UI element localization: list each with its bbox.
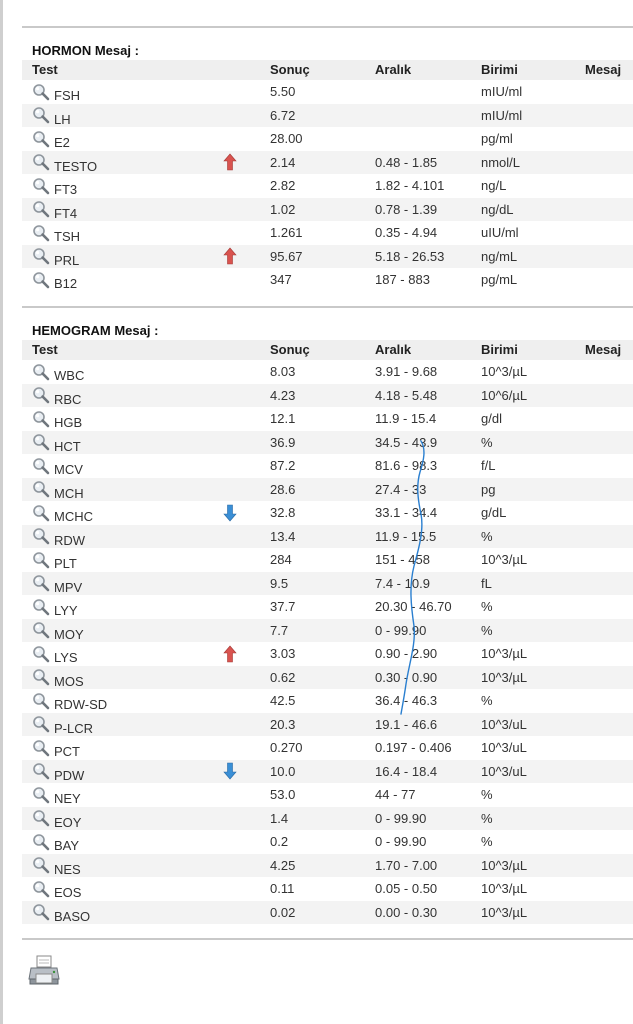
test-cell bbox=[22, 760, 223, 784]
test-name: WBC bbox=[54, 368, 85, 383]
hemogram-section bbox=[22, 322, 633, 924]
table-row bbox=[22, 901, 633, 925]
result-cell: 284 bbox=[270, 552, 292, 567]
header-flag bbox=[223, 60, 270, 80]
test-cell bbox=[22, 127, 223, 151]
test-cell bbox=[22, 221, 223, 245]
test-cell bbox=[22, 689, 223, 713]
result-cell: 12.1 bbox=[270, 411, 296, 426]
test-cell bbox=[22, 198, 223, 222]
magnifier-icon[interactable] bbox=[32, 224, 50, 242]
test-cell bbox=[22, 454, 223, 478]
table-row bbox=[22, 501, 633, 525]
test-cell bbox=[22, 548, 223, 572]
table-row bbox=[22, 877, 633, 901]
unit-cell: ng/L bbox=[481, 178, 507, 193]
magnifier-icon[interactable] bbox=[32, 903, 50, 921]
range-cell: 0.35 - 4.94 bbox=[375, 225, 438, 240]
header-unit: Birimi bbox=[481, 342, 518, 357]
result-cell: 28.00 bbox=[270, 131, 303, 146]
test-cell bbox=[22, 104, 223, 128]
range-cell: 19.1 - 46.6 bbox=[375, 716, 438, 732]
up-arrow-icon bbox=[223, 153, 237, 171]
range-cell: 0.30 - 0.90 bbox=[375, 669, 438, 685]
test-name: B12 bbox=[54, 276, 78, 291]
result-cell: 0.62 bbox=[270, 669, 296, 685]
result-cell: 2.14 bbox=[270, 154, 296, 170]
range-cell: 0 - 99.90 bbox=[375, 622, 427, 638]
header-unit: Birimi bbox=[481, 62, 518, 77]
result-cell: 1.02 bbox=[270, 201, 296, 217]
test-name: EOY bbox=[54, 814, 82, 830]
hemogram-header-row bbox=[22, 340, 633, 360]
report-page bbox=[22, 0, 633, 1024]
range-cell: 0 - 99.90 bbox=[375, 810, 427, 826]
printer-icon[interactable] bbox=[28, 953, 62, 987]
table-row bbox=[22, 431, 633, 455]
table-row bbox=[22, 572, 633, 596]
test-name: PDW bbox=[54, 767, 85, 783]
range-cell: 4.18 - 5.48 bbox=[375, 387, 438, 403]
test-cell bbox=[22, 783, 223, 807]
test-name: RDW-SD bbox=[54, 697, 108, 712]
table-row bbox=[22, 268, 633, 292]
test-name: MCV bbox=[54, 462, 83, 477]
result-cell: 9.5 bbox=[270, 575, 289, 591]
result-cell: 13.4 bbox=[270, 528, 296, 544]
test-name: MCH bbox=[54, 485, 84, 501]
unit-cell: mIU/ml bbox=[481, 84, 523, 99]
table-row bbox=[22, 736, 633, 760]
magnifier-icon[interactable] bbox=[32, 457, 50, 475]
test-name: PLT bbox=[54, 556, 77, 571]
test-cell bbox=[22, 830, 223, 854]
unit-cell: ng/mL bbox=[481, 248, 518, 264]
test-cell bbox=[22, 666, 223, 690]
magnifier-icon[interactable] bbox=[32, 833, 50, 851]
test-cell bbox=[22, 807, 223, 831]
unit-cell: pg/ml bbox=[481, 131, 513, 146]
range-cell: 151 - 458 bbox=[375, 552, 430, 567]
test-name: BASO bbox=[54, 908, 91, 924]
unit-cell: ng/dL bbox=[481, 201, 514, 217]
magnifier-icon[interactable] bbox=[32, 856, 50, 874]
result-cell: 42.5 bbox=[270, 693, 296, 708]
result-cell: 53.0 bbox=[270, 787, 296, 802]
result-cell: 6.72 bbox=[270, 107, 296, 123]
header-message: Mesaj bbox=[585, 342, 622, 357]
table-row bbox=[22, 198, 633, 222]
range-cell: 0.197 - 0.406 bbox=[375, 740, 452, 755]
test-name: NEY bbox=[54, 791, 81, 806]
result-cell: 87.2 bbox=[270, 458, 296, 473]
unit-cell: % bbox=[481, 434, 493, 450]
magnifier-icon[interactable] bbox=[32, 130, 50, 148]
unit-cell: g/dL bbox=[481, 505, 507, 520]
unit-cell: f/L bbox=[481, 458, 496, 473]
bottom-divider bbox=[22, 938, 633, 940]
result-cell: 1.261 bbox=[270, 225, 303, 240]
magnifier-icon[interactable] bbox=[32, 809, 50, 827]
flag-cell bbox=[223, 762, 270, 780]
unit-cell: 10^3/µL bbox=[481, 669, 528, 685]
test-cell bbox=[22, 407, 223, 431]
result-cell: 0.11 bbox=[270, 881, 295, 896]
range-cell: 33.1 - 34.4 bbox=[375, 505, 438, 520]
header-test: Test bbox=[32, 62, 58, 77]
test-name: FT4 bbox=[54, 205, 78, 221]
magnifier-icon[interactable] bbox=[32, 410, 50, 428]
unit-cell: 10^3/uL bbox=[481, 716, 527, 732]
unit-cell: 10^3/µL bbox=[481, 646, 528, 661]
magnifier-icon[interactable] bbox=[32, 692, 50, 710]
range-cell: 7.4 - 10.9 bbox=[375, 575, 430, 591]
flag-cell bbox=[223, 504, 270, 522]
unit-cell: 10^3/µL bbox=[481, 857, 528, 873]
test-name: HCT bbox=[54, 438, 81, 454]
test-name: HGB bbox=[54, 415, 83, 430]
range-cell: 3.91 - 9.68 bbox=[375, 364, 438, 379]
magnifier-icon[interactable] bbox=[32, 504, 50, 522]
test-cell bbox=[22, 478, 223, 502]
header-result: Sonuç bbox=[270, 342, 310, 357]
range-cell: 34.5 - 43.9 bbox=[375, 434, 438, 450]
unit-cell: % bbox=[481, 528, 493, 544]
down-arrow-icon bbox=[223, 762, 237, 780]
range-cell: 16.4 - 18.4 bbox=[375, 763, 438, 779]
test-cell bbox=[22, 619, 223, 643]
magnifier-icon[interactable] bbox=[32, 433, 50, 451]
test-cell bbox=[22, 736, 223, 760]
test-name: RDW bbox=[54, 532, 86, 548]
page-left-border bbox=[0, 0, 3, 1024]
result-cell: 5.50 bbox=[270, 84, 296, 99]
test-name: LH bbox=[54, 111, 71, 127]
table-row bbox=[22, 619, 633, 643]
hormon-header-row bbox=[22, 60, 633, 80]
result-cell: 2.82 bbox=[270, 178, 296, 193]
magnifier-icon[interactable] bbox=[32, 668, 50, 686]
unit-cell: 10^3/µL bbox=[481, 364, 528, 379]
unit-cell: mIU/ml bbox=[481, 107, 523, 123]
result-cell: 10.0 bbox=[270, 763, 296, 779]
table-row bbox=[22, 151, 633, 175]
magnifier-icon[interactable] bbox=[32, 271, 50, 289]
result-cell: 8.03 bbox=[270, 364, 296, 379]
range-cell: 27.4 - 33 bbox=[375, 481, 427, 497]
magnifier-icon[interactable] bbox=[32, 153, 50, 171]
magnifier-icon[interactable] bbox=[32, 880, 50, 898]
unit-cell: nmol/L bbox=[481, 154, 521, 170]
middle-divider bbox=[22, 306, 633, 308]
test-name: FSH bbox=[54, 88, 80, 103]
range-cell: 0.05 - 0.50 bbox=[375, 881, 438, 896]
result-cell: 36.9 bbox=[270, 434, 296, 450]
table-row bbox=[22, 478, 633, 502]
result-cell: 0.02 bbox=[270, 904, 296, 920]
table-row bbox=[22, 360, 633, 384]
hemogram-section-title: HEMOGRAM Mesaj : bbox=[32, 323, 159, 338]
unit-cell: 10^3/µL bbox=[481, 552, 528, 567]
table-row bbox=[22, 783, 633, 807]
test-cell bbox=[22, 384, 223, 408]
unit-cell: 10^3/µL bbox=[481, 881, 528, 896]
unit-cell: 10^3/µL bbox=[481, 904, 528, 920]
range-cell: 0.78 - 1.39 bbox=[375, 201, 438, 217]
test-name: EOS bbox=[54, 885, 82, 900]
unit-cell: % bbox=[481, 599, 493, 614]
result-cell: 28.6 bbox=[270, 481, 296, 497]
table-row bbox=[22, 807, 633, 831]
range-cell: 0 - 99.90 bbox=[375, 834, 427, 849]
test-cell bbox=[22, 501, 223, 525]
range-cell: 11.9 - 15.5 bbox=[375, 528, 437, 544]
hormon-section-title: HORMON Mesaj : bbox=[32, 43, 139, 58]
test-cell bbox=[22, 595, 223, 619]
table-row bbox=[22, 713, 633, 737]
unit-cell: uIU/ml bbox=[481, 225, 519, 240]
unit-cell: g/dl bbox=[481, 411, 502, 426]
header-range: Aralık bbox=[375, 342, 412, 357]
test-name: MOY bbox=[54, 626, 84, 642]
range-cell: 5.18 - 26.53 bbox=[375, 248, 445, 264]
test-cell bbox=[22, 174, 223, 198]
table-row bbox=[22, 407, 633, 431]
result-cell: 4.25 bbox=[270, 857, 296, 873]
range-cell: 20.30 - 46.70 bbox=[375, 599, 452, 614]
unit-cell: 10^6/µL bbox=[481, 387, 528, 403]
magnifier-icon[interactable] bbox=[32, 739, 50, 757]
result-cell: 37.7 bbox=[270, 599, 296, 614]
test-cell bbox=[22, 572, 223, 596]
magnifier-icon[interactable] bbox=[32, 621, 50, 639]
header-test: Test bbox=[32, 342, 58, 357]
magnifier-icon[interactable] bbox=[32, 200, 50, 218]
result-cell: 20.3 bbox=[270, 716, 296, 732]
result-cell: 7.7 bbox=[270, 622, 289, 638]
magnifier-icon[interactable] bbox=[32, 247, 50, 265]
table-row bbox=[22, 666, 633, 690]
table-row bbox=[22, 384, 633, 408]
up-arrow-icon bbox=[223, 247, 237, 265]
unit-cell: pg bbox=[481, 481, 496, 497]
table-row bbox=[22, 104, 633, 128]
magnifier-icon[interactable] bbox=[32, 386, 50, 404]
range-cell: 0.90 - 2.90 bbox=[375, 646, 438, 661]
magnifier-icon[interactable] bbox=[32, 527, 50, 545]
hormon-table-body bbox=[22, 80, 633, 292]
range-cell: 0.48 - 1.85 bbox=[375, 154, 438, 170]
test-name: P-LCR bbox=[54, 720, 94, 736]
table-row bbox=[22, 525, 633, 549]
down-arrow-icon bbox=[223, 504, 237, 522]
test-cell bbox=[22, 854, 223, 878]
test-cell bbox=[22, 80, 223, 104]
header-flag bbox=[223, 340, 270, 360]
flag-cell bbox=[223, 645, 270, 663]
table-row bbox=[22, 689, 633, 713]
hemogram-table-body bbox=[22, 360, 633, 924]
result-cell: 95.67 bbox=[270, 248, 303, 264]
unit-cell: 10^3/uL bbox=[481, 763, 527, 779]
test-cell bbox=[22, 268, 223, 292]
magnifier-icon[interactable] bbox=[32, 480, 50, 498]
range-cell: 36.4 - 46.3 bbox=[375, 693, 438, 708]
test-name: E2 bbox=[54, 135, 70, 150]
flag-cell bbox=[223, 247, 270, 265]
magnifier-icon[interactable] bbox=[32, 177, 50, 195]
test-cell bbox=[22, 431, 223, 455]
table-row bbox=[22, 642, 633, 666]
magnifier-icon[interactable] bbox=[32, 715, 50, 733]
result-cell: 3.03 bbox=[270, 646, 296, 661]
test-cell bbox=[22, 151, 223, 175]
table-row bbox=[22, 245, 633, 269]
test-name: MOS bbox=[54, 673, 84, 689]
table-row bbox=[22, 548, 633, 572]
table-row bbox=[22, 221, 633, 245]
hormon-section bbox=[22, 42, 633, 292]
unit-cell: % bbox=[481, 810, 493, 826]
unit-cell: % bbox=[481, 622, 493, 638]
test-name: NES bbox=[54, 861, 81, 877]
header-message: Mesaj bbox=[585, 62, 622, 77]
unit-cell: % bbox=[481, 693, 493, 708]
unit-cell: % bbox=[481, 834, 493, 849]
magnifier-icon[interactable] bbox=[32, 106, 50, 124]
test-cell bbox=[22, 360, 223, 384]
magnifier-icon[interactable] bbox=[32, 598, 50, 616]
header-result: Sonuç bbox=[270, 62, 310, 77]
test-name: LYS bbox=[54, 650, 78, 665]
table-row bbox=[22, 80, 633, 104]
table-row bbox=[22, 127, 633, 151]
table-row bbox=[22, 454, 633, 478]
result-cell: 347 bbox=[270, 272, 292, 287]
range-cell: 1.70 - 7.00 bbox=[375, 857, 438, 873]
table-row bbox=[22, 174, 633, 198]
magnifier-icon[interactable] bbox=[32, 645, 50, 663]
test-cell bbox=[22, 525, 223, 549]
unit-cell: % bbox=[481, 787, 493, 802]
result-cell: 4.23 bbox=[270, 387, 296, 403]
magnifier-icon[interactable] bbox=[32, 83, 50, 101]
range-cell: 1.82 - 4.101 bbox=[375, 178, 445, 193]
test-cell bbox=[22, 642, 223, 666]
result-cell: 0.2 bbox=[270, 834, 289, 849]
test-name: PRL bbox=[54, 252, 80, 268]
table-row bbox=[22, 830, 633, 854]
magnifier-icon[interactable] bbox=[32, 363, 50, 381]
test-name: RBC bbox=[54, 391, 82, 407]
magnifier-icon[interactable] bbox=[32, 786, 50, 804]
header-range: Aralık bbox=[375, 62, 412, 77]
result-cell: 1.4 bbox=[270, 810, 289, 826]
table-row bbox=[22, 854, 633, 878]
flag-cell bbox=[223, 153, 270, 171]
test-cell bbox=[22, 901, 223, 925]
table-row bbox=[22, 595, 633, 619]
result-cell: 32.8 bbox=[270, 505, 296, 520]
test-name: MPV bbox=[54, 579, 83, 595]
test-cell bbox=[22, 877, 223, 901]
unit-cell: fL bbox=[481, 575, 492, 591]
unit-cell: pg/mL bbox=[481, 272, 518, 287]
test-name: LYY bbox=[54, 603, 78, 618]
test-name: TESTO bbox=[54, 158, 98, 174]
top-divider bbox=[22, 26, 633, 28]
test-name: BAY bbox=[54, 838, 80, 853]
test-cell bbox=[22, 245, 223, 269]
magnifier-icon[interactable] bbox=[32, 551, 50, 569]
unit-cell: 10^3/uL bbox=[481, 740, 527, 755]
range-cell: 11.9 - 15.4 bbox=[375, 411, 437, 426]
magnifier-icon[interactable] bbox=[32, 574, 50, 592]
up-arrow-icon bbox=[223, 645, 237, 663]
range-cell: 44 - 77 bbox=[375, 787, 416, 802]
test-cell bbox=[22, 713, 223, 737]
range-cell: 187 - 883 bbox=[375, 272, 430, 287]
test-name: FT3 bbox=[54, 182, 78, 197]
result-cell: 0.270 bbox=[270, 740, 303, 755]
test-name: PCT bbox=[54, 744, 80, 759]
test-name: MCHC bbox=[54, 509, 93, 524]
test-name: TSH bbox=[54, 229, 80, 244]
range-cell: 0.00 - 0.30 bbox=[375, 904, 438, 920]
magnifier-icon[interactable] bbox=[32, 762, 50, 780]
table-row bbox=[22, 760, 633, 784]
range-cell: 81.6 - 98.3 bbox=[375, 458, 438, 473]
